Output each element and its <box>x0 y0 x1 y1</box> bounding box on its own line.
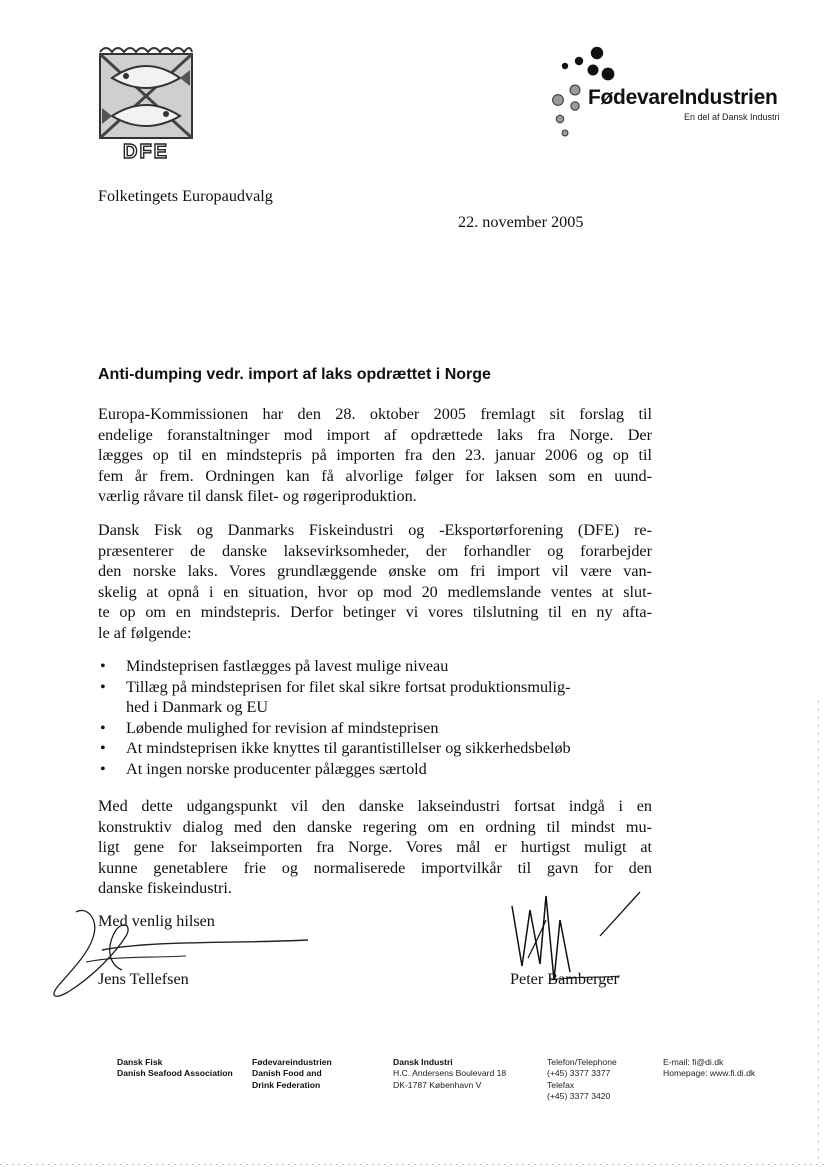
paragraph-line: Europa-Kommissionen har den 28. oktober 2005 fremlagt sit forslag til <box>98 405 652 423</box>
paragraph-1 <box>98 404 652 507</box>
list-item-text: hed i Danmark og EU <box>126 698 269 717</box>
paragraph-line: Dansk Fisk og Danmarks Fiskeindustri og -Eksportørforening (DFE) re- <box>98 521 652 539</box>
letter-date: 22. november 2005 <box>458 213 584 231</box>
footer-line: DK-1787 København V <box>393 1079 482 1090</box>
footer-line: (+45) 3377 3377 <box>547 1068 611 1079</box>
paragraph-line: den norske laks. Vores grundlæggende ønske om fri import vil være van- <box>98 562 652 581</box>
bullet-marker: • <box>100 677 106 696</box>
bullet-marker: • <box>100 759 106 778</box>
paragraph-line: kunne genetablere frie og normaliserede importvilkår til gavn for den <box>98 858 652 877</box>
footer-dansk-fisk <box>117 1057 233 1080</box>
list-item <box>98 759 658 780</box>
footer-title: Dansk Fisk <box>117 1057 163 1067</box>
footer-title: Dansk Industri <box>393 1057 453 1067</box>
bullet-list <box>98 656 658 780</box>
fi-brand-tagline: En del af Dansk Industri <box>684 112 780 122</box>
paragraph-line: ligt gene for lakseimporten fra Norge. Vores mål er hurtigst muligt at <box>98 838 652 857</box>
footer-address <box>393 1057 506 1091</box>
list-item-text: Tillæg på mindsteprisen for filet skal sikre fortsat produktionsmulig- <box>126 677 571 696</box>
footer-line: Drink Federation <box>252 1079 321 1090</box>
footer-title: Fødevareindustrien <box>252 1057 332 1067</box>
paragraph-line: skelig at opnå i en situation, hvor op mod 20 medlemslande ventes at slut- <box>98 582 652 601</box>
bullet-marker: • <box>100 739 106 758</box>
signatory-name: Peter Bamberger <box>510 970 619 988</box>
bullet-marker: • <box>100 657 106 675</box>
paragraph-line: præsenterer de danske laksevirksomheder, der forhandler og forarbejder <box>98 541 652 560</box>
scan-edge-bottom <box>0 1164 825 1165</box>
list-item-text: At mindsteprisen ikke knyttes til garantistillelser og sikkerhedsbeløb <box>126 739 571 758</box>
footer-line: H.C. Andersens Boulevard 18 <box>393 1068 507 1079</box>
signature-2 <box>500 880 650 990</box>
paragraph-line: konstruktiv dialog med den danske regering om en ordning til mindst mu- <box>98 817 652 836</box>
fi-brand-name: FødevareIndustrien <box>588 86 778 109</box>
scan-edge-right <box>818 700 819 1160</box>
footer-line: (+45) 3377 3420 <box>547 1091 611 1102</box>
list-item <box>98 718 658 739</box>
footer-contact <box>663 1057 755 1080</box>
closing-salutation: Med venlig hilsen <box>98 912 215 930</box>
paragraph-line: Med dette udgangspunkt vil den danske lakseindustri fortsat indgå i en <box>98 797 652 815</box>
list-item <box>98 677 658 718</box>
list-item <box>98 656 658 677</box>
footer-line: Telefax <box>547 1079 575 1090</box>
paragraph-line: lægges op til en mindstepris på importen fra den 23. januar 2006 og op til <box>98 446 652 465</box>
list-item-text: At ingen norske producenter pålægges særtold <box>126 759 427 778</box>
paragraph-line: fem år frem. Ordningen kan få alvorlige følger for laksen som en uund- <box>98 466 652 485</box>
footer-line: Homepage: www.fi.di.dk <box>663 1068 756 1079</box>
list-item <box>98 738 658 759</box>
paragraph-line: endelige foranstaltninger mod import af opdrættede laks fra Norge. Der <box>98 425 652 444</box>
footer-line: Danish Food and <box>252 1068 322 1079</box>
letter-subject: Anti-dumping vedr. import af laks opdrættet i Norge <box>98 366 491 383</box>
signatory-name: Jens Tellefsen <box>98 970 189 988</box>
footer-line: E-mail: fi@di.dk <box>663 1057 724 1067</box>
dfe-logo-text: DFE <box>123 141 169 162</box>
signature-1 <box>46 900 316 1010</box>
paragraph-line: le af følgende: <box>98 623 192 642</box>
footer-line: Telefon/Telephone <box>547 1057 617 1067</box>
paragraph-line: danske fiskeindustri. <box>98 879 232 898</box>
paragraph-2 <box>98 520 652 644</box>
paragraph-line: te op om en mindstepris. Derfor betinger vi vores tilslutning til en ny afta- <box>98 603 652 622</box>
paragraph-line: værlig råvare til dansk filet- og røgeriproduktion. <box>98 487 417 506</box>
list-item-text: Mindsteprisen fastlægges på lavest mulige niveau <box>126 657 449 675</box>
bullet-marker: • <box>100 718 106 737</box>
dfe-logo <box>98 44 194 162</box>
recipient: Folketingets Europaudvalg <box>98 187 273 205</box>
footer-phone <box>547 1057 617 1103</box>
list-item-text: Løbende mulighed for revision af mindsteprisen <box>126 718 439 737</box>
footer-foedevareindustrien <box>252 1057 332 1091</box>
footer-line: Danish Seafood Association <box>117 1068 233 1079</box>
